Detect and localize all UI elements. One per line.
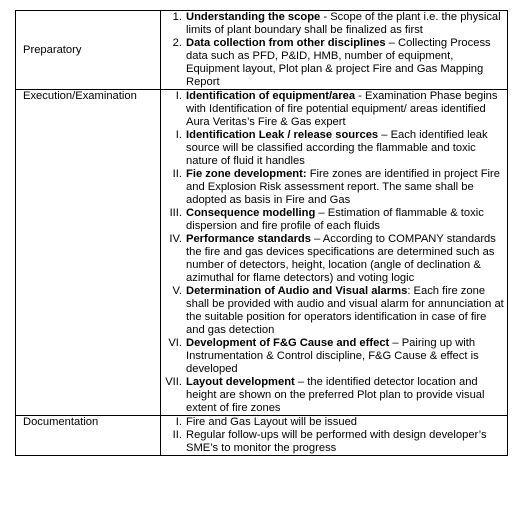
item-description: Fire and Gas Layout will be issued (186, 416, 358, 428)
table-row (16, 416, 508, 456)
list-marker: I. (175, 129, 182, 141)
process-phases-table (15, 10, 508, 456)
list-item (161, 168, 507, 207)
item-title: Development of F&G Cause and effect (186, 337, 390, 349)
item-description: Regular follow-ups will be performed with design developer’s SME’s to monitor the progress (186, 429, 487, 454)
item-title: Determination of Audio and Visual alarms (186, 285, 408, 297)
phase-label-cell (16, 416, 161, 456)
item-description: Fire zones are identified in project Fire and Explosion Risk assessment report. The same shall be adopted as basis in Fire and Gas (186, 168, 500, 206)
item-description: – According to COMPANY standards the fire and gas devices specifications are determined such as number of detectors, height, location (angle of declination & azimuthal for flame detectors) and voting logic (186, 233, 496, 284)
list-marker: II. (172, 168, 182, 180)
item-title: Understanding the scope (186, 11, 321, 23)
phase-label: Execution/Examination (23, 90, 137, 102)
list-marker: VII. (165, 376, 182, 388)
item-title: Layout development (186, 376, 295, 388)
list-marker: V. (172, 285, 182, 297)
item-description: – Each identified leak source will be classified according the flammable and toxic nature of fluid it handles (186, 129, 488, 167)
item-description: – Estimation of flammable & toxic dispersion and fire profile of each fluids (186, 207, 484, 232)
item-title: Performance standards (186, 233, 311, 245)
list-item (161, 233, 507, 285)
activity-list (161, 11, 507, 89)
list-marker: II. (172, 429, 182, 441)
table-row (16, 90, 508, 416)
phase-label: Preparatory (23, 43, 82, 56)
item-description: – Collecting Process data such as PFD, P&ID, HMB, number of equipment, Equipment layout, Plot plan & project Fire and Gas Mapping Report (186, 37, 491, 88)
list-marker: III. (169, 207, 182, 219)
list-item (161, 429, 507, 455)
list-item (161, 11, 507, 37)
phase-label-cell (16, 90, 161, 416)
item-description: – Pairing up with Instrumentation & Control discipline, F&G Cause & effect is developed (186, 337, 479, 375)
list-marker: 1. (172, 11, 182, 23)
phase-activities-cell (161, 90, 508, 416)
item-title: Identification of equipment/area (186, 90, 356, 102)
item-title: Data collection from other disciplines (186, 37, 386, 49)
phase-label-cell (16, 11, 161, 90)
list-item (161, 129, 507, 168)
table-row (16, 11, 508, 90)
list-marker: I. (175, 90, 182, 102)
phase-activities-cell (161, 416, 508, 456)
list-marker: I. (175, 416, 182, 428)
list-item (161, 285, 507, 337)
activity-list (161, 90, 507, 415)
list-marker: VI. (168, 337, 182, 349)
list-item (161, 207, 507, 233)
list-item (161, 376, 507, 415)
item-title: Consequence modelling (186, 207, 316, 219)
list-item (161, 416, 507, 429)
list-item (161, 37, 507, 89)
phase-label: Documentation (23, 416, 99, 428)
list-marker: IV. (169, 233, 182, 245)
item-description: - Scope of the plant i.e. the physical limits of plant boundary shall be finalized as first (186, 11, 501, 36)
item-description: : Each fire zone shall be provided with audio and visual alarm for annunciation at the suitable position for operators identification in case of fire and gas detection (186, 285, 504, 336)
item-title: Identification Leak / release sources (186, 129, 379, 141)
list-marker: 2. (172, 37, 182, 49)
item-title: Fie zone development: (186, 168, 307, 180)
activity-list (161, 416, 507, 455)
table-body (16, 11, 508, 456)
list-item (161, 90, 507, 129)
item-description: – the identified detector location and height are shown on the preferred Plot plan to provide visual extent of fire zones (186, 376, 485, 414)
list-item (161, 337, 507, 376)
phase-activities-cell (161, 11, 508, 90)
item-description: - Examination Phase begins with Identification of fire potential equipment/ areas identified Aura Veritas’s Fire & Gas expert (186, 90, 498, 128)
